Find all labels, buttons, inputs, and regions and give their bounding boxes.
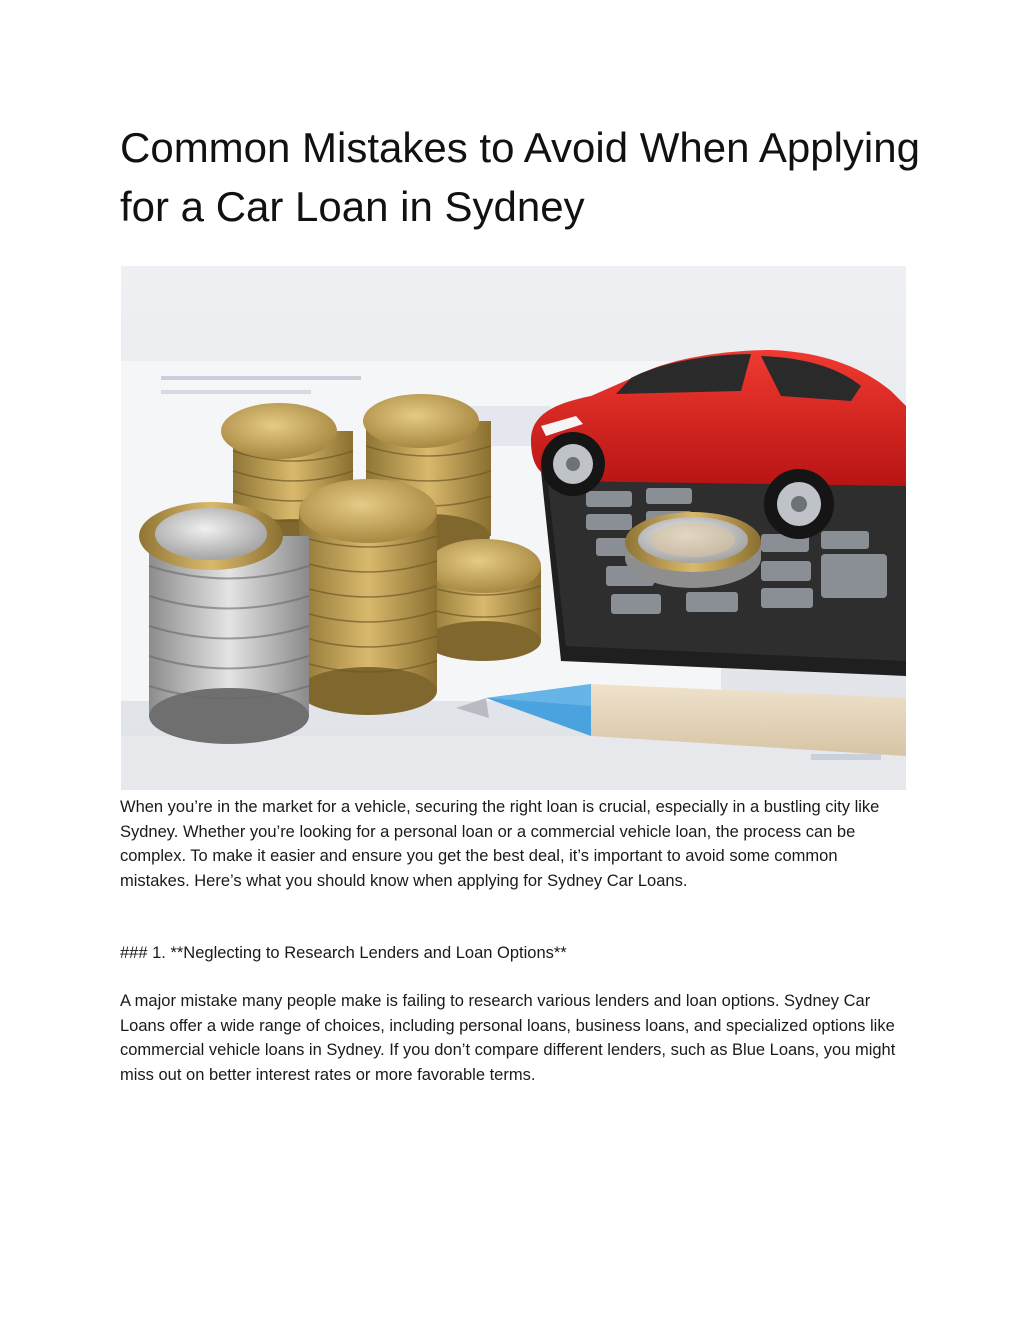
hero-illustration	[121, 266, 906, 790]
coin-stack-front-left	[139, 502, 309, 744]
paper-line	[811, 754, 881, 760]
paper-line	[161, 390, 311, 394]
car-wheel-front	[541, 432, 605, 496]
section-heading: ### 1. **Neglecting to Research Lenders and Loan Options**	[120, 944, 567, 962]
car-wheel-rear	[764, 469, 834, 539]
page-title: Common Mistakes to Avoid When Applying for a Car Loan in Sydney	[120, 124, 920, 230]
coin-stack-center-tall	[299, 479, 437, 715]
hero-image	[121, 266, 906, 790]
paper-line	[161, 376, 361, 380]
coin-on-calculator	[625, 512, 761, 588]
coin-stack-right	[425, 539, 541, 661]
intro-paragraph: When you’re in the market for a vehicle, securing the right loan is crucial, especially in a bustling city like Sydney. Whether you’re looking for a personal loan or a commercial vehicle loan, the process can be complex. To make it easier and ensure you get the best deal, it’s important to avoid some common mistakes. Here’s what you should know when applying for Sydney Car Loans.	[120, 798, 880, 890]
section-paragraph: A major mistake many people make is failing to research various lenders and loan options. Sydney Car Loans offer a wide range of choices, including personal loans, business loans, and specialized options like commercial vehicle loans in Sydney. If you don’t compare different lenders, such as Blue Loans, you might miss out on better interest rates or more favorable terms.	[120, 992, 896, 1084]
